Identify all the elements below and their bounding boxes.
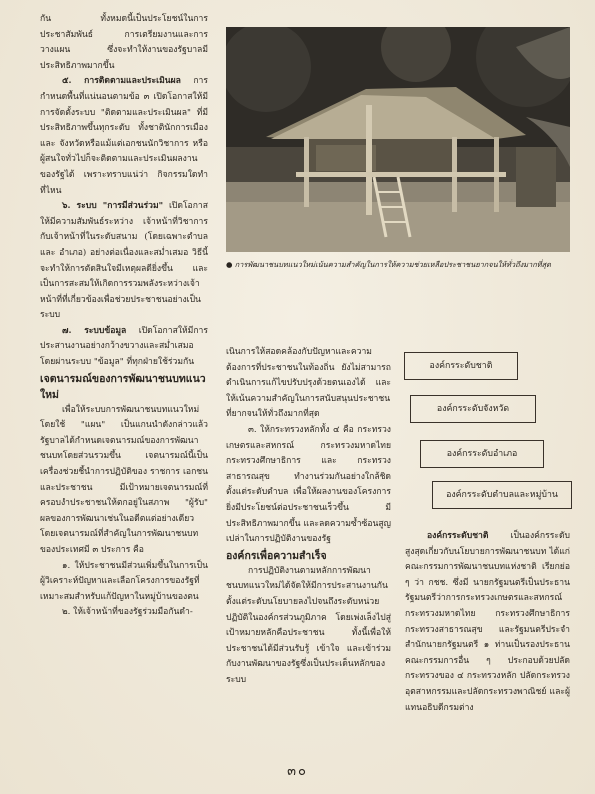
item-text: เป็นองค์กรระดับสูงสุดเกี่ยวกับนโยบายการพัฒนาชนบท ได้แก่ คณะกรรมการพัฒนาชนบทแห่งชาติ เรียกย่อ ๆ ว่า กชช. ซึ่งมี นายกรัฐมนตรีเป็นประธาน รัฐมนตรีว่าการกระทรวงเกษตรและสหกรณ์ กระทรวงมหาดไทย กระทรวงศึกษาธิการ กระทรวงสาธารณสุข และรัฐมนตรีประจำสำนักนายกรัฐมนตรี ๑ ท่านเป็นรองประธาน คณะกรรมการอื่น ๆ ประกอบด้วยปลัดกระทรวงของ ๔ กระทรวงหลัก ปลัดกระทรวงอุตสาหกรรมและปลัดกระทรวงพาณิชย์ และผู้แทนอธิบดีกรมต่าง (405, 531, 570, 713)
org-box-province: องค์กรระดับจังหวัด (410, 395, 536, 423)
hut-photo-illustration (226, 27, 570, 252)
section-heading: องค์กรเพื่อความสำเร็จ (226, 549, 327, 562)
item-text: เปิดโอกาสให้มีความสัมพันธ์ระหว่าง เจ้าหน้าที่วิชาการกับเจ้าหน้าที่ในระดับสนาม (โดยเฉพาะตำบล และ อำเภอ) อย่างต่อเนื่องและสม่ำเสมอ วิธีนี้จะทำให้การตัดสินใจมีเหตุผลดียิ่งขึ้น และเป็นการสะสมให้เกิดการรวมพลังระหว่างเจ้าหน้าที่ที่เกี่ยวข้องเพื่อช่วยประชาชนอย่างเป็นระบบ (40, 201, 208, 321)
item-heading: ๖. ระบบ "การมีส่วนร่วม" (62, 201, 164, 212)
paragraph: ๒. ให้เจ้าหน้าที่ของรัฐร่วมมือกันดำ- (62, 607, 193, 618)
org-box-district: องค์กรระดับอำเภอ (420, 440, 544, 468)
item-text: การกำหนดพื้นที่แน่นอนตามข้อ ๓ เปิดโอกาสให้มีการจัดตั้งระบบ "ติดตามและประเมินผล" ที่มีประสิทธิภาพขึ้นทุกระดับ ทั้งชาตินักการเมือง และ จังหวัดหรือแม้แต่เอกชนนักวิชาการ หรือผู้สนใจทั่วไปก็จะติดตามและประเมินผลงานของรัฐได้ เพราะทราบแน่ว่า กิจกรรมใดทำที่ไหน (40, 76, 208, 196)
paragraph (40, 74, 208, 199)
item-heading: ๗. ระบบข้อมูล (62, 325, 127, 336)
item-heading: องค์กรระดับชาติ (427, 531, 489, 541)
org-box-national: องค์กรระดับชาติ (404, 352, 518, 380)
paragraph (40, 199, 208, 324)
paragraph: ๓. ให้กระทรวงหลักทั้ง ๔ คือ กระทรวงเกษตรและสหกรณ์ กระทรวงมหาดไทย กระทรวงศึกษาธิการ และ กระทรวงสาธารณสุข ทำงานร่วมกันอย่างใกล้ชิด ตั้งแต่ระดับตำบล เพื่อให้ผลงานของโครงการยิ่งมีประโยชน์ต่อประชาชนเร็วขึ้น มีประสิทธิภาพมากขึ้น และลดความซ้ำซ้อนสูญเปล่าในการปฏิบัติงานของรัฐ (226, 424, 391, 545)
paragraph (40, 324, 208, 371)
left-column (40, 12, 208, 621)
photo-caption: ● การพัฒนาชนบทแนวใหม่เน้นความสำคัญในการให้ความช่วยเหลือประชาชนยากจนให้ทั่วถึงมากที่สุด (226, 260, 551, 269)
section-heading: เจตนารมณ์ของการพัฒนาชนบทแนวใหม่ (40, 372, 206, 401)
paragraph: เนินการให้สอดคล้องกับปัญหาและความต้องการที่ประชาชนในท้องถิ่น ยังไม่สามารถดำเนินการแก้ไขปรับปรุงด้วยตนเองได้ และให้เน้นความสำคัญในการสนับสนุนประชาชนที่ยากจนให้ทั่วถึงมากที่สุด (226, 347, 391, 420)
paragraph: ๑. ให้ประชาชนมีส่วนเพิ่มขึ้นในการเป็นผู้วิเคราะห์ปัญหาและเลือกโครงการของรัฐที่เหมาะสมสำหรับแก้ปัญหาในหมู่บ้านของตน (40, 560, 208, 602)
middle-column (226, 345, 391, 688)
right-column (405, 529, 570, 716)
paragraph: เพื่อให้ระบบการพัฒนาชนบทแนวใหม่ โดยใช้ "แผน" เป็นแกนนำดังกล่าวแล้ว รัฐบาลได้กำหนดเจตนารมณ์ของการพัฒนาชนบทโดยส่วนรวมขึ้น เจตนารมณ์นี้เป็นเครื่องช่วยชี้นำการปฏิบัติของ ราชการ เอกชน และประชาชน มีเป้าหมายเจตนารมณ์ที่ครอบงำประชาชนให้ตกอยู่ในสภาพ "ผู้รับ" ผลของการพัฒนาเช่นในอดีตแต่อย่างเดียว โดยเจตนารมณ์ที่สำคัญในการพัฒนาชนบทของประเทศมี ๓ ประการ คือ (40, 404, 208, 555)
org-box-subdistrict-village: องค์กรระดับตำบลและหมู่บ้าน (432, 481, 572, 509)
paragraph: การปฏิบัติงานตามหลักการพัฒนาชนบทแนวใหม่ได้จัดให้มีการประสานงานกันตั้งแต่ระดับนโยบายลงไปจนถึงระดับหน่วยปฏิบัติในองค์กรส่วนภูมิภาค โดยเพ่งเล็งไปสู่เป้าหมายหลักคือประชาชน ทั้งนี้เพื่อให้ประชาชนได้มีส่วนรับรู้ เข้าใจ และเข้าร่วมกับงานพัฒนาของรัฐซึ่งเป็นประเด็นหลักของระบบ (226, 565, 391, 685)
item-heading: ๕. การติดตามและประเมินผล (62, 76, 181, 87)
hut-photo (226, 27, 570, 252)
paragraph (405, 529, 570, 716)
paragraph: กัน ทั้งหมดนี้เป็นประโยชน์ในการประชาสัมพันธ์ การเตรียมงานและการวางแผน ซึ่งจะทำให้งานของรัฐบาลมีประสิทธิภาพมากขึ้น (40, 14, 208, 71)
page-number: ๓๐ (287, 764, 308, 779)
item-text: เปิดโอกาสให้มีการประสานงานอย่างกว้างขวางและสม่ำเสมอโดยผ่านระบบ "ข้อมูล" ที่ทุกฝ่ายใช้ร่วมกัน (40, 325, 208, 368)
